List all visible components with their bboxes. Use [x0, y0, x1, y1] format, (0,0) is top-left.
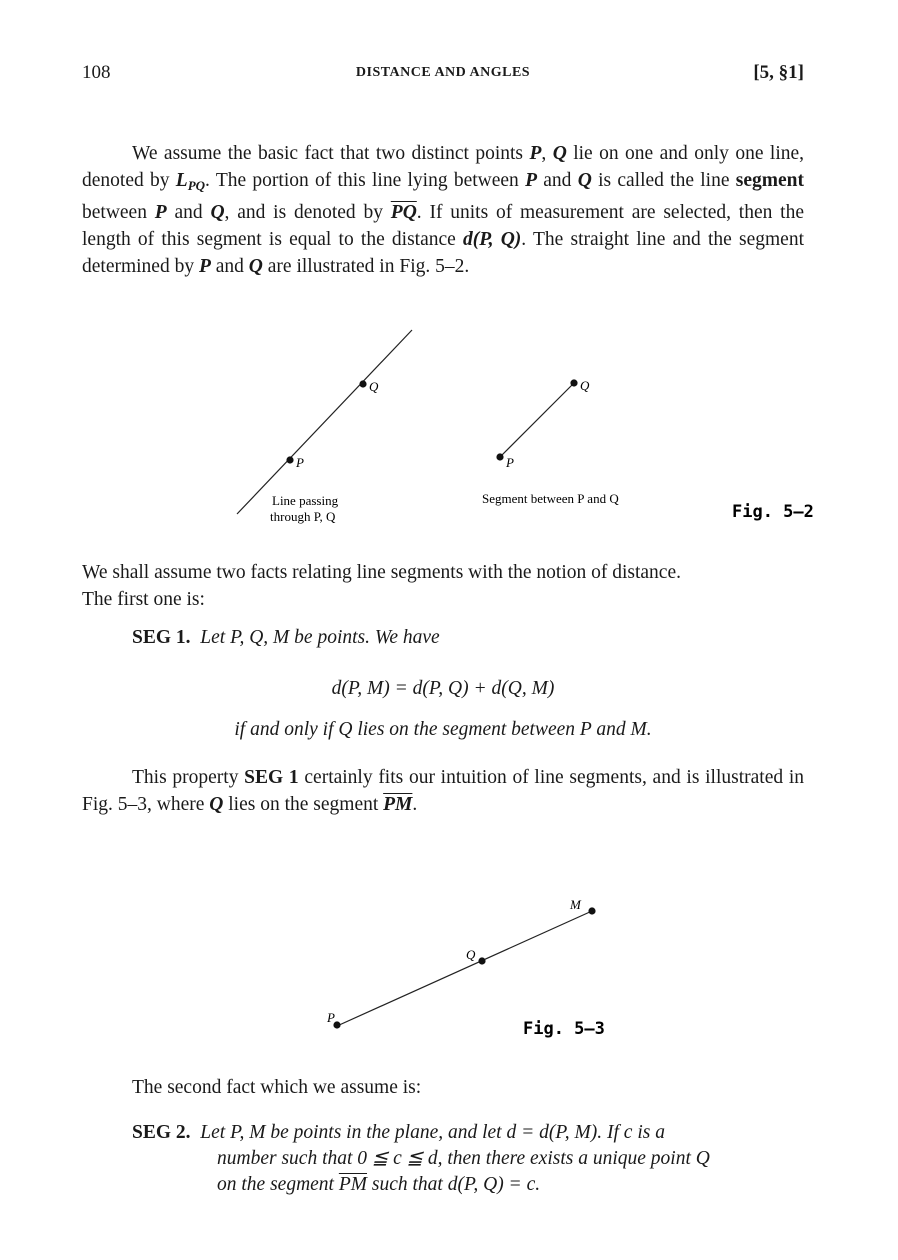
running-title: DISTANCE AND ANGLES [355, 65, 531, 80]
point-m [588, 907, 595, 914]
segment-pq [499, 383, 574, 458]
label-q-seg: Q [580, 378, 590, 393]
caption-line-2: through P, Q [270, 509, 336, 524]
label-q-line: Q [369, 379, 379, 394]
point-q-seg [570, 379, 577, 386]
point-p-seg [496, 453, 503, 460]
label-p-line: P [296, 455, 304, 470]
paragraph-1: We assume the basic fact that two distinct points P, Q lie on one and only one line, denoted by $L_{PQ}$. The portion of this line lying between P and Q is called the line segment between P and Q, and is denoted by $\overline{PQ}$. If units of measurement are selected, then the length of this segment is equal to the distance d(P, Q). The straight line and the segment determined by P and Q are illustrated in Fig. 5–2. [82, 143, 805, 277]
figure-5-2 [0, 320, 898, 540]
fig-5-2-tag: Fig. 5–2 [732, 502, 814, 522]
point-q [478, 957, 485, 964]
label-p-seg: P [506, 455, 514, 470]
section-ref: [5, §1] [753, 62, 804, 83]
page-number: 108 [82, 62, 111, 83]
label-m: M [570, 897, 581, 912]
paragraph-4: The second fact which we assume is: [132, 1077, 422, 1098]
fig-5-3-tag: Fig. 5–3 [523, 1019, 605, 1039]
figure-5-3 [0, 890, 898, 1050]
segment-pm [337, 911, 592, 1026]
page-header [82, 62, 804, 90]
seg2-label: SEG 2. [132, 1122, 191, 1143]
seg2-statement: SEG 2. Let P, M be points in the plane, and let d = d(P, M). If c is a number such that 0 ≦ c ≦ d, then there exists a unique point Q on the segment $\overline{PM}$ such that d(P, Q) = c. [132, 1122, 710, 1195]
term-segment: segment [735, 170, 804, 191]
seg1-label: SEG 1. [132, 627, 191, 648]
paragraph-2: We shall assume two facts relating line segments with the notion of distance. The first one is: [82, 562, 681, 610]
caption-line-1: Line passing [272, 493, 339, 508]
paragraph-3: This property SEG 1 certainly fits our intuition of line segments, and is illustrated in Fig. 5–3, where Q lies on the segment $\overline{PM}$. [82, 767, 804, 815]
seg1-equation: d(P, M) = d(P, Q) + d(Q, M) [331, 678, 555, 699]
caption-segment: Segment between P and Q [482, 491, 619, 506]
line-pq [237, 330, 412, 514]
seg1-statement: SEG 1. Let P, Q, M be points. We have [132, 627, 440, 648]
label-p: P [327, 1010, 335, 1025]
point-p-line [286, 456, 293, 463]
seg1-condition: if and only if Q lies on the segment between P and M. [234, 719, 652, 740]
label-q: Q [466, 947, 476, 962]
point-q-line [359, 380, 366, 387]
